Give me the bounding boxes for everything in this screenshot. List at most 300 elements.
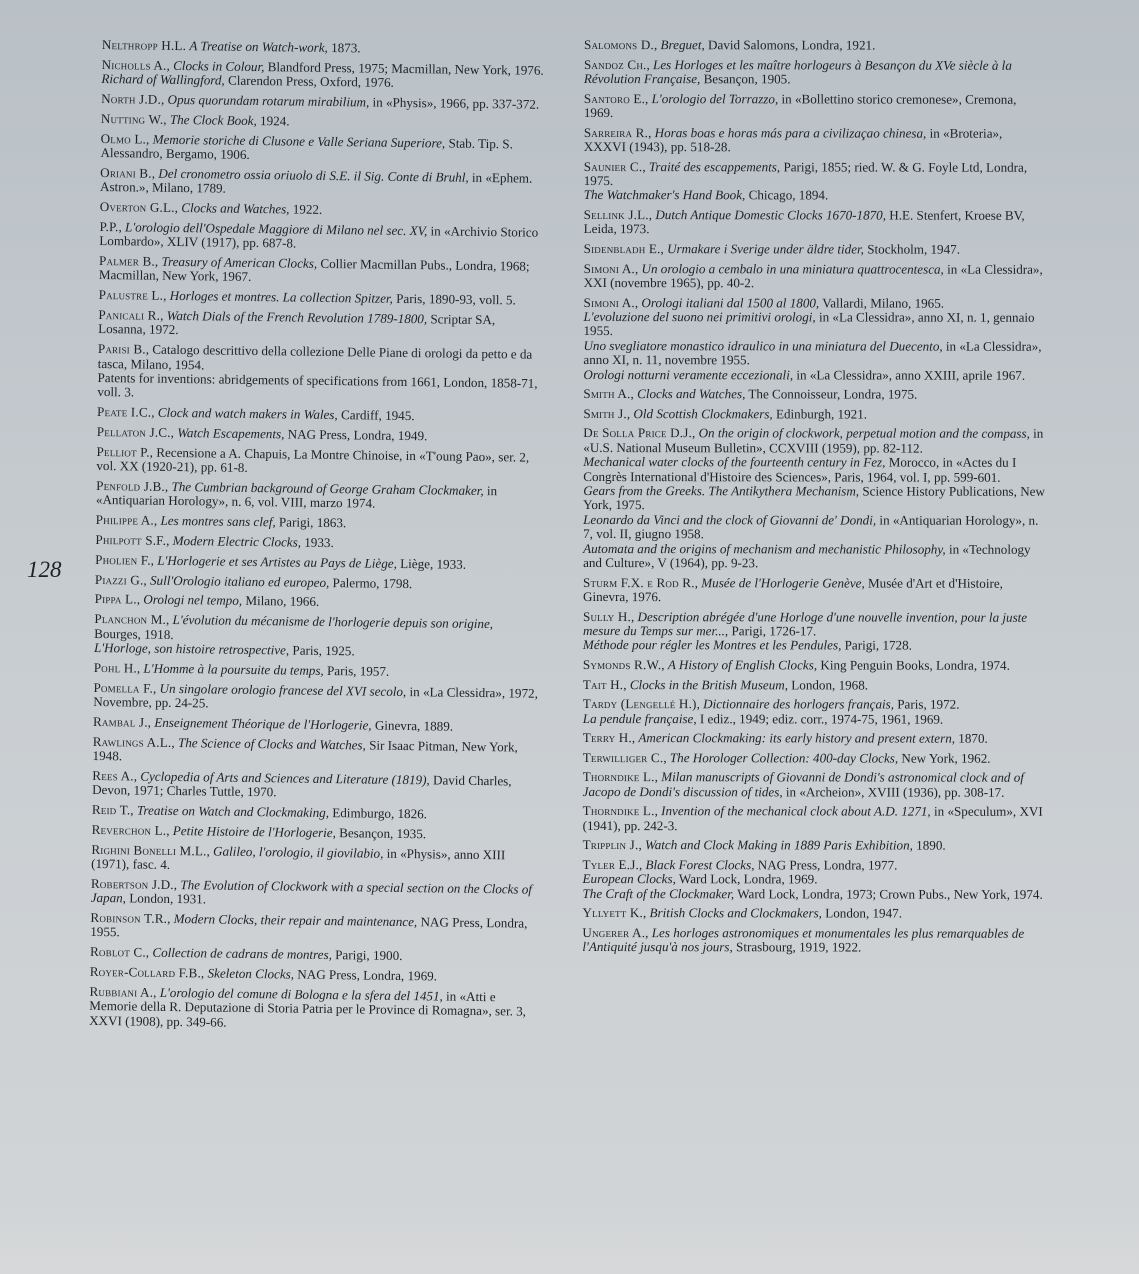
entry-text: Science History Publications, New York, 1975. — [583, 483, 1045, 513]
entry-text: in «La Clessidra», anno XI, n. 11, novembre 1955. — [583, 338, 1042, 368]
entry-title: The Cumbrian background of George Graham Clockmaker, — [171, 478, 484, 499]
entry-title: A Treatise on Watch-work, — [189, 38, 328, 55]
entry-text: Edinburgh, 1921. — [772, 406, 868, 422]
entry-author: Simoni A. — [583, 294, 635, 310]
entry-author: Rawlings A.L. — [92, 733, 172, 750]
bibliography-column-right — [582, 38, 1046, 961]
bibliography-entry — [91, 877, 536, 912]
entry-title: Sull'Orologio italiano ed europeo, — [149, 572, 330, 590]
entry-text: Besançon, 1905. — [700, 71, 791, 87]
entry-line — [584, 160, 1046, 190]
entry-title: A History of English Clocks, — [667, 657, 818, 673]
entry-author: Tait H. — [582, 676, 624, 692]
entry-text: in «Speculum», XVI (1941), pp. 242-3. — [582, 804, 1043, 834]
entry-line — [97, 371, 542, 406]
entry-line — [93, 715, 538, 735]
entry-line — [583, 339, 1045, 369]
entry-text: , — [118, 219, 126, 235]
bibliography-entry — [583, 610, 1045, 654]
entry-title: The Science of Clocks and Watches, — [177, 734, 366, 753]
entry-text: Collier Macmillan Pubs., Londra, 1968; Macmillan, New York, 1967. — [98, 255, 530, 285]
bibliography-entry — [583, 576, 1045, 606]
entry-line — [101, 92, 546, 112]
entry-title: American Clockmaking: its early history and present extern, — [638, 730, 956, 746]
entry-line — [583, 368, 1045, 383]
entry-text: London, 1931. — [125, 890, 207, 907]
entry-text: , — [153, 512, 161, 529]
entry-title: Invention of the mechanical clock about A.D. 1271, — [661, 803, 931, 820]
entry-text: , Catalogo descrittivo della collezione Delle Piane di orologi da petto e da tasca, Milano, 1954. — [97, 341, 533, 372]
entry-text: , — [154, 253, 162, 269]
entry-author: Planchon M. — [94, 611, 167, 628]
entry-text: London, 1947. — [821, 905, 902, 921]
bibliography-entry — [92, 823, 537, 843]
bibliography-entry — [582, 906, 1044, 921]
entry-text: , — [634, 260, 642, 276]
entry-text: Parigi, 1726-17. — [728, 623, 817, 639]
entry-text: , — [152, 680, 160, 696]
bibliography-entry — [90, 911, 535, 946]
entry-title: Dictionnaire des horlogers français, — [703, 696, 895, 712]
entry-text: Paris, 1925. — [289, 642, 355, 659]
entry-author: Rubbiani A. — [89, 983, 154, 1000]
bibliography-entry — [96, 445, 541, 480]
bibliography-entry — [90, 945, 535, 965]
entry-title: Collection de cadrans de montres, — [152, 944, 333, 963]
entry-author: Righini Bonelli M.L. — [91, 841, 207, 859]
entry-author: Parisi B. — [97, 341, 146, 357]
entry-text: London, 1968. — [788, 677, 869, 693]
entry-author: Symonds R.W. — [582, 657, 662, 673]
entry-title: Enseignement Théorique de l'Horlogerie, — [154, 714, 372, 733]
entry-title: Petite Histoire de l'Horlogerie, — [172, 822, 337, 840]
entry-text: Parigi, 1728. — [841, 637, 912, 654]
entry-text: Vallardi, Milano, 1965. — [819, 295, 945, 311]
entry-text: in «Archivio Storico Lombardo», XLIV (1917), pp. 687-8. — [99, 223, 539, 251]
bibliography-entry — [91, 843, 536, 878]
entry-title: Black Forest Clocks, — [645, 857, 755, 873]
entry-line — [583, 455, 1045, 485]
entry-author: Overton G.L. — [99, 198, 175, 215]
entry-title: L'Horlogerie et ses Artistes au Pays de Liège, — [157, 552, 398, 571]
entry-author: Tripplin J. — [582, 837, 639, 853]
entry-text: , — [645, 90, 652, 106]
entry-line — [583, 804, 1045, 834]
entry-text: , — [133, 768, 141, 784]
entry-text: , — [150, 552, 158, 568]
bibliography-entry — [101, 58, 546, 93]
entry-line — [582, 887, 1044, 902]
entry-line — [95, 573, 540, 593]
entry-line — [100, 200, 545, 220]
entry-text: in «La Clessidra», anno XXIII, aprile 1967. — [793, 366, 1026, 383]
entry-line — [95, 533, 540, 553]
entry-text: , — [648, 207, 656, 223]
entry-title: L'Homme à la poursuite du temps, — [143, 660, 324, 678]
entry-text: NAG Press, Londra, 1955. — [90, 914, 528, 940]
entry-author: Roblot C. — [89, 944, 146, 960]
entry-text: H.E. Stenfert, Kroese BV, Leida, 1973. — [583, 207, 1025, 237]
entry-author: Nicholls A. — [101, 56, 167, 73]
entry-line — [95, 553, 540, 573]
entry-text: in «Technology and Culture», V (1964), pp. 9-23. — [583, 541, 1031, 571]
entry-line — [96, 479, 541, 514]
entry-title: L'evoluzione del suono nei primitivi orologi, — [583, 308, 816, 325]
entry-text: Paris, 1957. — [323, 662, 390, 679]
entry-author: Tyler E.J. — [582, 857, 639, 873]
entry-text: , — [630, 608, 638, 624]
entry-line — [583, 513, 1045, 543]
entry-author: Robinson T.R. — [90, 909, 168, 926]
entry-title: Les montres sans clef, — [160, 513, 276, 530]
entry-text: , — [136, 591, 144, 607]
entry-text: in «Bollettino storico cremonese», Cremona, 1969. — [583, 90, 1017, 121]
entry-text: Parigi, 1863. — [275, 514, 347, 531]
entry-line — [584, 126, 1046, 156]
entry-author: Yllyett K. — [582, 905, 644, 921]
entry-title: Clocks and Watches, — [637, 386, 746, 402]
entry-text: , — [163, 288, 170, 304]
entry-text: , — [623, 676, 630, 692]
entry-text: , — [654, 769, 662, 785]
entry-author: Philpott S.F. — [95, 531, 167, 548]
bibliography-entry — [584, 208, 1046, 238]
entry-text: , — [653, 37, 661, 53]
entry-title: Mechanical water clocks of the fourteenth century in Fez, — [583, 454, 886, 470]
entry-author: Terry H. — [582, 730, 632, 746]
entry-title: Un singolare orologio francese del XVI secolo, — [159, 680, 407, 699]
bibliography-entry — [99, 220, 544, 255]
entry-text: , — [634, 294, 642, 310]
entry-text: , — [145, 944, 153, 960]
entry-author: Santoro E. — [583, 90, 646, 106]
entry-author: Reverchon L. — [91, 821, 167, 838]
bibliography-entry — [100, 166, 545, 201]
entry-author: Pippa L. — [94, 591, 137, 607]
entry-text: Clarendon Press, Oxford, 1976. — [224, 72, 394, 91]
entry-title: Orologi notturni veramente eccezionali, — [583, 366, 794, 382]
entry-text: Ward Lock, Londra, 1969. — [675, 871, 818, 887]
bibliography-entry — [582, 858, 1044, 902]
bibliography-entry — [95, 533, 540, 553]
bibliography-entry — [584, 126, 1046, 156]
entry-author: Sturm F.X. e Rod R. — [583, 574, 695, 590]
entry-author: North J.D. — [101, 90, 162, 107]
entry-line — [583, 576, 1045, 606]
entry-text: David Charles, Devon, 1971; Charles Tuttle, 1970. — [92, 772, 512, 800]
bibliography-entry — [584, 58, 1046, 88]
entry-author: Piazzi G. — [94, 571, 144, 588]
entry-line — [583, 407, 1045, 422]
entry-text: in «Atti e Memorie della R. Deputazione di Storia Patria per le Province di Romagna», ser. 3, XXVI (1908), pp. 349-66. — [89, 988, 527, 1030]
entry-title: Milan manuscripts of Giovanni de Dondi's astronomical clock and of Jacopo de Dondi's discussion of tides, — [582, 769, 1024, 800]
entry-text: 1922. — [289, 201, 323, 217]
entry-text: , — [143, 572, 151, 588]
entry-line — [90, 911, 535, 946]
entry-line — [90, 945, 535, 965]
entry-text: , — [164, 478, 172, 494]
bibliography-entry — [584, 92, 1046, 122]
entry-text: , — [692, 425, 699, 441]
entry-title: Description abrégée d'une Horloge d'une nouvelle invention, pour la juste mesure du Temps sur mer..., — [582, 608, 1028, 639]
entry-text: 1933. — [300, 534, 334, 551]
entry-text: , — [170, 424, 178, 441]
entry-title: L'orologio del comune di Bologna e la sfera del 1451, — [159, 984, 443, 1004]
entry-text: , — [626, 405, 634, 421]
entry-text: , — [661, 657, 668, 673]
bibliography-entry — [96, 479, 541, 514]
entry-line — [583, 484, 1045, 514]
bibliography-entry — [93, 735, 538, 770]
entry-text: in «Physis», anno XIII (1971), fasc. 4. — [91, 845, 506, 872]
bibliography-entry — [583, 751, 1045, 766]
entry-text: , — [173, 876, 181, 892]
entry-title: Del cronometro ossia oriuolo di S.E. il Sig. Conte di Bruhl, — [158, 165, 469, 185]
entry-title: Orologi nel tempo, — [143, 591, 243, 609]
entry-text: , — [694, 574, 702, 590]
page-bottom-shade — [0, 1205, 1139, 1274]
bibliography-entry — [99, 254, 544, 289]
entry-text: , — [660, 241, 668, 257]
entry-title: L'évolution du mécanisme de l'horlogerie depuis son origine, — [172, 612, 494, 632]
entry-author: Pellaton J.C. — [96, 423, 171, 440]
bibliography-entry — [93, 681, 538, 716]
entry-author: Panicali R. — [98, 306, 161, 323]
entry-text: Strasbourg, 1919, 1922. — [732, 939, 862, 955]
entry-author: Rambal J. — [92, 713, 148, 730]
entry-line — [583, 770, 1045, 800]
entry-line — [583, 638, 1045, 653]
entry-author: Sarreira R. — [583, 124, 649, 140]
bibliography-entry — [94, 612, 540, 661]
entry-text: NAG Press, Londra, 1949. — [284, 426, 428, 444]
entry-line — [101, 112, 546, 132]
entry-text: , — [136, 660, 144, 676]
entry-text: Liège, 1933. — [396, 555, 467, 572]
entry-author: Sellink J.L. — [583, 206, 649, 223]
bibliography-entry — [89, 985, 535, 1034]
bibliography-entry — [95, 553, 540, 573]
entry-text: , — [643, 905, 650, 921]
bibliography-entry — [583, 770, 1045, 800]
entry-line — [93, 681, 538, 716]
bibliography-entry — [583, 387, 1045, 402]
entry-title: Les Horloges et les maître horlogeurs à Besançon du XVe siècle à la Révolution Française, — [583, 56, 1012, 87]
entry-title: Clocks in Colour, — [173, 57, 265, 74]
entry-text: , — [167, 910, 174, 927]
entry-text: , — [160, 307, 167, 323]
entry-title: Watch Dials of the French Revolution 1789-1800, — [166, 307, 428, 327]
entry-line — [97, 425, 542, 445]
bibliography-entry — [583, 697, 1045, 727]
entry-line — [584, 208, 1046, 238]
entry-title: Skeleton Clocks, — [207, 965, 295, 982]
entry-line — [99, 220, 544, 255]
entry-text: Patents for inventions: abridgements of specifications from 1661, London, 1858-71, voll. 3. — [97, 369, 538, 400]
entry-text: , — [696, 696, 704, 712]
entry-line — [94, 661, 539, 681]
entry-line — [583, 731, 1045, 746]
entry-line — [99, 288, 544, 308]
entry-text: , — [147, 714, 155, 730]
entry-title: Old Scottish Clockmakers, — [633, 405, 773, 422]
entry-title: Richard of Wallingford, — [101, 71, 225, 88]
entry-text: Palermo, 1798. — [329, 574, 413, 591]
page-number: 128 — [27, 557, 62, 582]
entry-text: New York, 1962. — [898, 750, 991, 766]
entry-text: in «Ephem. Astron.», Milano, 1789. — [99, 169, 533, 196]
bibliography-entry — [97, 405, 542, 425]
bibliography-entry — [583, 407, 1045, 422]
entry-text: 1890. — [912, 838, 946, 854]
entry-text: Scriptar SA, Losanna, 1972. — [98, 311, 496, 338]
bibliography-entry — [100, 132, 545, 167]
entry-text: in «Physis», 1966, pp. 337-372. — [369, 94, 540, 112]
entry-title: Modern Clocks, their repair and maintenance, — [173, 911, 418, 930]
entry-text: in «Antiquarian Horology», n. 6, vol. VIII, marzo 1974. — [95, 483, 498, 512]
entry-author: Penfold J.B. — [96, 477, 166, 494]
entry-text: , — [638, 837, 646, 853]
entry-author: Thorndike L. — [582, 803, 655, 819]
entry-text: , — [645, 925, 652, 941]
entry-line — [583, 426, 1045, 456]
entry-author: Rees A. — [92, 767, 134, 784]
entry-author: Sandoz Ch. — [583, 56, 647, 72]
entry-author: P.P. — [99, 218, 119, 235]
entry-text: Stockholm, 1947. — [863, 241, 961, 257]
entry-author: Peate I.C. — [97, 404, 152, 420]
entry-text: Edimburgo, 1826. — [328, 805, 428, 822]
entry-text: Bourges, 1918. — [94, 625, 174, 642]
bibliography-entry — [584, 262, 1046, 292]
entry-title: Les horloges astronomiques et monumentales les plus remarquables de l'Antiquité jusqu'à nos jours, — [582, 925, 1025, 955]
entry-text: Chicago, 1894. — [745, 187, 829, 203]
entry-text: , — [638, 857, 646, 873]
bibliography-entry — [101, 92, 546, 112]
bibliography-entry — [584, 160, 1046, 204]
entry-line — [95, 592, 540, 612]
entry-text: , — [145, 131, 153, 147]
entry-line — [91, 843, 536, 878]
entry-text: in «La Clessidra», anno XI, n. 1, gennaio 1955. — [583, 309, 1035, 339]
entry-line — [584, 242, 1046, 257]
entry-text: David Salomons, Londra, 1921. — [704, 37, 876, 53]
entry-text: , — [166, 57, 174, 73]
entry-text: , — [151, 165, 159, 181]
entry-title: Watch Escapements, — [177, 425, 285, 442]
entry-title: Clocks in the British Museum, — [629, 676, 789, 693]
entry-text: NAG Press, Londra, 1977. — [754, 857, 898, 873]
entry-title: Galileo, l'orologio, il giovilabio, — [213, 843, 384, 861]
entry-title: L'Horloge, son histoire retrospective, — [93, 639, 290, 658]
entry-text: in «La Clessidra», 1972, Novembre, pp. 24-25. — [93, 683, 539, 711]
entry-title: The Craft of the Clockmaker, — [582, 885, 735, 902]
entry-text: , — [130, 802, 138, 818]
entry-line — [583, 712, 1045, 727]
entry-line — [99, 254, 544, 289]
entry-title: Urmakare i Sverige under äldre tider, — [667, 241, 864, 257]
entry-text: , — [163, 111, 171, 127]
entry-text: Ward Lock, Londra, 1973; Crown Pubs., New York, 1974. — [734, 886, 1043, 902]
entry-line — [583, 387, 1045, 402]
entry-title: Clock and watch makers in Wales, — [157, 404, 338, 423]
entry-line — [102, 38, 547, 58]
bibliography-entry — [584, 38, 1046, 53]
entry-author: Nutting W. — [100, 110, 164, 127]
entry-title: Watch and Clock Making in 1889 Paris Exhibition, — [644, 837, 913, 854]
entry-line — [583, 542, 1045, 572]
entry-text: 1924. — [256, 112, 290, 129]
entry-author: Tardy (Lengellé H.) — [582, 696, 697, 712]
bibliography-entry — [95, 573, 540, 593]
entry-text: , — [654, 803, 662, 819]
entry-title: L'orologio del Torrazzo, — [651, 90, 779, 106]
entry-line — [100, 132, 545, 167]
bibliography-entry — [96, 513, 541, 533]
entry-text: , — [630, 386, 638, 402]
entry-text: , — [153, 984, 160, 1000]
entry-text: , — [174, 199, 182, 216]
entry-title: La pendule française, — [582, 710, 697, 726]
entry-text: , — [166, 822, 173, 838]
entry-text: , — [648, 124, 655, 140]
entry-author: Oriani B. — [100, 164, 152, 181]
entry-title: Automata and the origins of mechanism and mechanistic Philosophy, — [583, 540, 946, 557]
entry-line — [96, 513, 541, 533]
entry-text: Musée d'Art et d'Histoire, Ginevra, 1976. — [583, 575, 1003, 605]
entry-text: Parigi, 1855; ried. W. & G. Foyle Ltd, Londra, 1975. — [583, 158, 1028, 189]
entry-text: The Connoisseur, Londra, 1975. — [745, 386, 918, 402]
bibliography-entry — [101, 112, 546, 132]
entry-line — [584, 58, 1046, 88]
entry-text: , — [171, 734, 179, 750]
entry-author: Pomella F. — [93, 679, 154, 696]
bibliography-entry — [94, 661, 539, 681]
entry-text: Besançon, 1935. — [335, 824, 427, 842]
entry-line — [582, 906, 1044, 921]
entry-author: Sidenbladh E. — [583, 240, 661, 257]
entry-line — [98, 308, 543, 343]
entry-title: British Clocks and Clockmakers, — [649, 905, 822, 921]
entry-title: Modern Electric Clocks, — [172, 532, 302, 550]
entry-author: Reid T. — [91, 801, 131, 818]
entry-author: Pohl H. — [93, 659, 138, 676]
entry-text: I ediz., 1949; ediz. corr., 1974-75, 1961, 1969. — [696, 710, 944, 727]
entry-title: On the origin of clockwork, perpetual motion and the compass, — [698, 425, 1030, 442]
bibliography-entry — [582, 926, 1044, 956]
entry-text: , — [160, 91, 168, 107]
bibliography-entry — [583, 838, 1045, 853]
entry-text: Cardiff, 1945. — [337, 407, 415, 424]
entry-title: The Watchmaker's Hand Book, — [583, 187, 746, 203]
entry-title: Opus quorundam rotarum mirabilium, — [167, 91, 370, 110]
entry-text: King Penguin Books, Londra, 1974. — [817, 657, 1010, 673]
entry-text: , — [200, 965, 208, 981]
bibliography-entry — [98, 308, 543, 343]
entry-text: Morocco, in «Actes du I Congrès International d'Histoire des Sciences», Paris, 1964, vol. I, pp. 599-601. — [583, 454, 1017, 485]
entry-line — [583, 751, 1045, 766]
entry-line — [584, 38, 1046, 53]
entry-title: Memorie storiche di Clusone e Valle Seriana Superiore, — [152, 131, 446, 151]
entry-text: , — [165, 612, 173, 628]
entry-line — [92, 803, 537, 823]
entry-text: NAG Press, Londra, 1969. — [293, 966, 438, 984]
entry-text: , — [663, 749, 670, 765]
entry-title: Orologi italiani dal 1500 al 1800, — [641, 294, 820, 311]
entry-text: , — [631, 730, 639, 746]
entry-line — [89, 985, 535, 1034]
entry-text: in «Antiquarian Horology», n. 7, vol. II, giugno 1958. — [583, 512, 1039, 542]
